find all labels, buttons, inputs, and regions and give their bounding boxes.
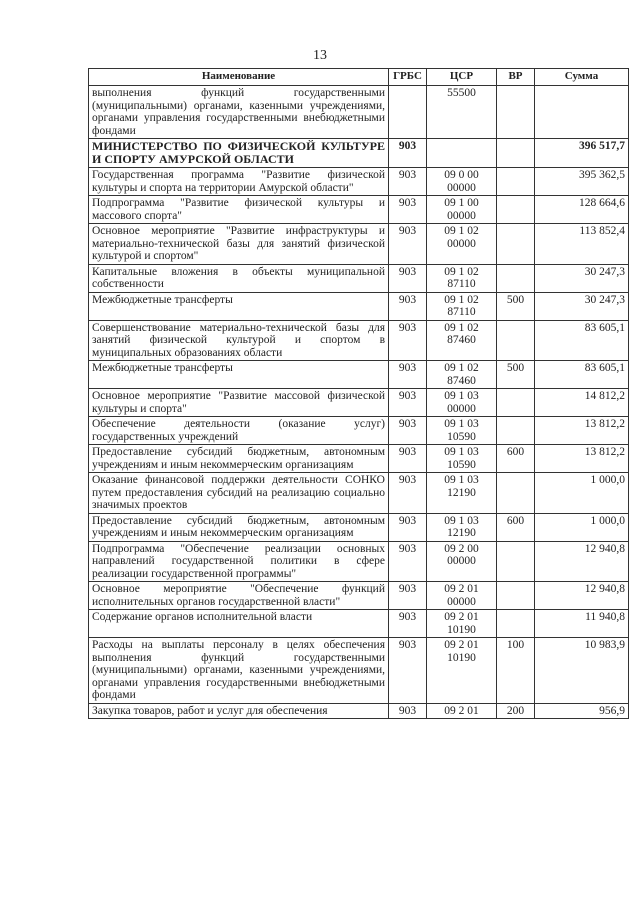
table-row xyxy=(89,264,629,292)
cell-grbs: 903 xyxy=(389,610,427,638)
cell-sum: 83 605,1 xyxy=(535,320,629,361)
cell-grbs: 903 xyxy=(389,703,427,719)
cell-name: Государственная программа "Развитие физической культуры и спорта на территории Амурской области" xyxy=(89,168,389,196)
table-row xyxy=(89,703,629,719)
table-row xyxy=(89,224,629,265)
cell-csr: 09 1 02 87110 xyxy=(427,264,497,292)
table-row xyxy=(89,196,629,224)
table-row xyxy=(89,361,629,389)
cell-name: Межбюджетные трансферты xyxy=(89,292,389,320)
cell-sum: 83 605,1 xyxy=(535,361,629,389)
cell-grbs: 903 xyxy=(389,196,427,224)
cell-csr: 09 0 00 00000 xyxy=(427,168,497,196)
table-row xyxy=(89,292,629,320)
cell-sum: 396 517,7 xyxy=(535,139,629,168)
cell-vr: 200 xyxy=(497,703,535,719)
cell-name: Предоставление субсидий бюджетным, автономным учреждениям и иным некоммерческим организациям xyxy=(89,445,389,473)
table-header-row xyxy=(89,69,629,86)
cell-grbs: 903 xyxy=(389,139,427,168)
cell-name: Основное мероприятие "Развитие массовой физической культуры и спорта" xyxy=(89,389,389,417)
cell-grbs: 903 xyxy=(389,582,427,610)
cell-csr: 09 1 00 00000 xyxy=(427,196,497,224)
cell-name: Подпрограмма "Развитие физической культуры и массового спорта" xyxy=(89,196,389,224)
cell-name: Основное мероприятие "Развитие инфраструктуры и материально-технической базы для занятий физической культурой и спортом" xyxy=(89,224,389,265)
cell-vr: 500 xyxy=(497,361,535,389)
cell-vr xyxy=(497,610,535,638)
cell-csr: 09 1 02 00000 xyxy=(427,224,497,265)
cell-grbs xyxy=(389,86,427,139)
cell-name: МИНИСТЕРСТВО ПО ФИЗИЧЕСКОЙ КУЛЬТУРЕ И СПОРТУ АМУРСКОЙ ОБЛАСТИ xyxy=(89,139,389,168)
cell-grbs: 903 xyxy=(389,224,427,265)
cell-grbs: 903 xyxy=(389,389,427,417)
cell-csr: 55500 xyxy=(427,86,497,139)
cell-csr: 09 1 03 12190 xyxy=(427,473,497,514)
cell-grbs: 903 xyxy=(389,361,427,389)
cell-vr: 600 xyxy=(497,513,535,541)
cell-grbs: 903 xyxy=(389,168,427,196)
cell-csr: 09 1 02 87460 xyxy=(427,361,497,389)
cell-sum: 13 812,2 xyxy=(535,417,629,445)
cell-sum: 1 000,0 xyxy=(535,473,629,514)
table-body xyxy=(89,86,629,719)
cell-vr xyxy=(497,86,535,139)
cell-grbs: 903 xyxy=(389,638,427,704)
cell-sum: 395 362,5 xyxy=(535,168,629,196)
cell-csr: 09 2 00 00000 xyxy=(427,541,497,582)
cell-vr: 600 xyxy=(497,445,535,473)
cell-sum: 113 852,4 xyxy=(535,224,629,265)
cell-sum: 14 812,2 xyxy=(535,389,629,417)
cell-sum: 30 247,3 xyxy=(535,264,629,292)
table-row xyxy=(89,638,629,704)
cell-vr xyxy=(497,320,535,361)
cell-csr: 09 1 03 12190 xyxy=(427,513,497,541)
cell-grbs: 903 xyxy=(389,292,427,320)
cell-vr xyxy=(497,264,535,292)
cell-vr xyxy=(497,541,535,582)
cell-vr xyxy=(497,196,535,224)
cell-grbs: 903 xyxy=(389,541,427,582)
table-row xyxy=(89,168,629,196)
cell-csr: 09 2 01 10190 xyxy=(427,638,497,704)
cell-vr xyxy=(497,168,535,196)
cell-name: Капитальные вложения в объекты муниципальной собственности xyxy=(89,264,389,292)
budget-table xyxy=(88,68,629,719)
page-number: 13 xyxy=(313,48,327,63)
table-row xyxy=(89,320,629,361)
cell-sum xyxy=(535,86,629,139)
cell-name: Закупка товаров, работ и услуг для обеспечения xyxy=(89,703,389,719)
cell-grbs: 903 xyxy=(389,473,427,514)
cell-sum: 12 940,8 xyxy=(535,582,629,610)
table-row xyxy=(89,445,629,473)
table-row xyxy=(89,139,629,168)
cell-name: Подпрограмма "Обеспечение реализации основных направлений государственной политики в сфере реализации государственной программы" xyxy=(89,541,389,582)
cell-sum: 128 664,6 xyxy=(535,196,629,224)
cell-name: выполнения функций государственными (муниципальными) органами, казенными учреждениями, органами управления государственными внебюджетными фондами xyxy=(89,86,389,139)
cell-csr: 09 2 01 10190 xyxy=(427,610,497,638)
cell-name: Расходы на выплаты персоналу в целях обеспечения выполнения функций государственными (муниципальными) органами, казенными учреждениями, органами управления государственными внебюджетными фондами xyxy=(89,638,389,704)
table-row xyxy=(89,389,629,417)
cell-name: Основное мероприятие "Обеспечение функций исполнительных органов государственной власти" xyxy=(89,582,389,610)
table-row xyxy=(89,417,629,445)
cell-grbs: 903 xyxy=(389,320,427,361)
cell-vr: 500 xyxy=(497,292,535,320)
cell-name: Оказание финансовой поддержки деятельности СОНКО путем предоставления субсидий на реализацию социально значимых проектов xyxy=(89,473,389,514)
cell-name: Совершенствование материально-технической базы для занятий физической культурой и спортом в муниципальных образованиях области xyxy=(89,320,389,361)
column-header-csr: ЦСР xyxy=(427,69,497,86)
cell-grbs: 903 xyxy=(389,264,427,292)
cell-csr: 09 1 03 10590 xyxy=(427,445,497,473)
table-row xyxy=(89,610,629,638)
column-header-sum: Сумма xyxy=(535,69,629,86)
cell-vr xyxy=(497,389,535,417)
cell-grbs: 903 xyxy=(389,417,427,445)
cell-sum: 12 940,8 xyxy=(535,541,629,582)
cell-grbs: 903 xyxy=(389,513,427,541)
column-header-name: Наименование xyxy=(89,69,389,86)
column-header-grbs: ГРБС xyxy=(389,69,427,86)
cell-vr xyxy=(497,473,535,514)
table-row xyxy=(89,541,629,582)
cell-sum: 956,9 xyxy=(535,703,629,719)
cell-vr xyxy=(497,139,535,168)
cell-sum: 30 247,3 xyxy=(535,292,629,320)
cell-vr xyxy=(497,582,535,610)
cell-sum: 10 983,9 xyxy=(535,638,629,704)
cell-grbs: 903 xyxy=(389,445,427,473)
cell-name: Межбюджетные трансферты xyxy=(89,361,389,389)
cell-vr: 100 xyxy=(497,638,535,704)
cell-csr: 09 1 03 10590 xyxy=(427,417,497,445)
cell-csr: 09 2 01 xyxy=(427,703,497,719)
cell-vr xyxy=(497,417,535,445)
table-row xyxy=(89,582,629,610)
table-row xyxy=(89,513,629,541)
cell-vr xyxy=(497,224,535,265)
cell-sum: 13 812,2 xyxy=(535,445,629,473)
cell-name: Содержание органов исполнительной власти xyxy=(89,610,389,638)
table-row xyxy=(89,473,629,514)
cell-sum: 1 000,0 xyxy=(535,513,629,541)
cell-csr: 09 1 02 87110 xyxy=(427,292,497,320)
cell-name: Предоставление субсидий бюджетным, автономным учреждениям и иным некоммерческим организациям xyxy=(89,513,389,541)
cell-sum: 11 940,8 xyxy=(535,610,629,638)
cell-csr: 09 1 03 00000 xyxy=(427,389,497,417)
cell-csr: 09 2 01 00000 xyxy=(427,582,497,610)
cell-csr: 09 1 02 87460 xyxy=(427,320,497,361)
cell-name: Обеспечение деятельности (оказание услуг) государственных учреждений xyxy=(89,417,389,445)
cell-csr xyxy=(427,139,497,168)
column-header-vr: ВР xyxy=(497,69,535,86)
table-row xyxy=(89,86,629,139)
